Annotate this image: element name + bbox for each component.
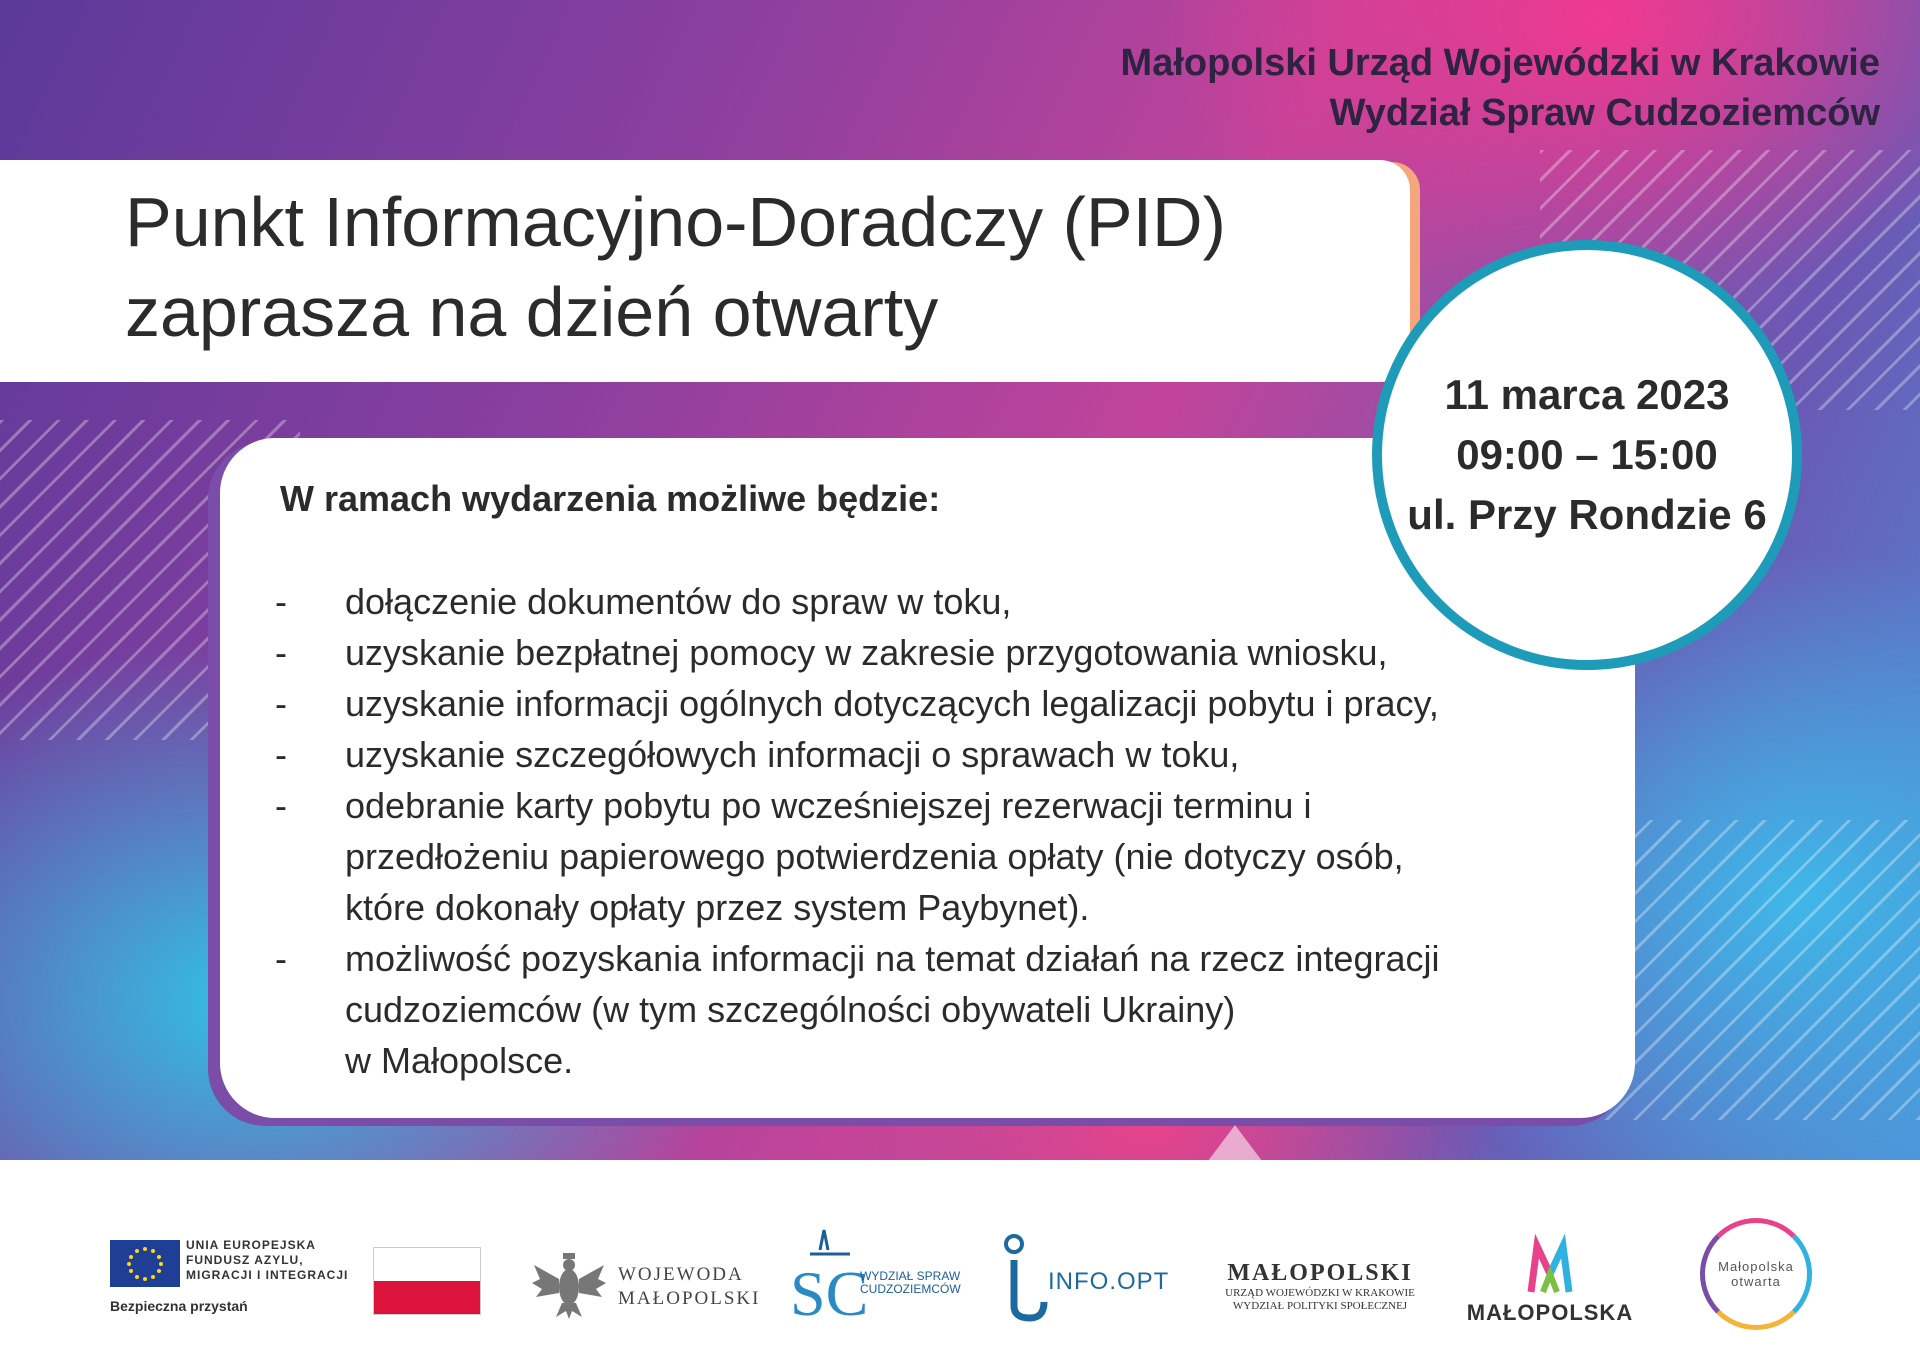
event-date: 11 marca 2023 (1444, 371, 1730, 418)
list-item-line: uzyskanie szczegółowych informacji o sprawach w toku, (345, 734, 1240, 775)
list-item (275, 780, 1605, 933)
info-opt-icon (1000, 1232, 1050, 1324)
info-opt-logo (1000, 1232, 1170, 1328)
sc-department-text (860, 1270, 961, 1296)
title-band (0, 160, 1410, 382)
page-title-line-2: zaprasza na dzień otwarty (125, 273, 939, 351)
sc-department-logo (790, 1220, 961, 1334)
wojewoda-logo (530, 1245, 761, 1327)
malopolska-logo (1465, 1238, 1635, 1348)
list-item-line: uzyskanie bezpłatnej pomocy w zakresie przygotowania wniosku, (345, 632, 1388, 673)
malopolska-otwarta-logo (1700, 1218, 1812, 1330)
eu-text-line-2: FUNDUSZ AZYLU, (186, 1253, 304, 1267)
page-title-line-1: Punkt Informacyjno-Doradczy (PID) (125, 183, 1226, 261)
list-bullet: - (275, 581, 287, 622)
list-item-line: przedłożeniu papierowego potwierdzenia opłaty (nie dotyczy osób, (345, 836, 1404, 877)
wojewoda-line-2: MAŁOPOLSKI (618, 1288, 761, 1309)
list-item-line: uzyskanie informacji ogólnych dotyczących legalizacji pobytu i pracy, (345, 683, 1439, 724)
list-item-line: w Małopolsce. (345, 1040, 574, 1081)
polish-flag-icon (373, 1247, 481, 1315)
eu-flag-icon (110, 1240, 180, 1287)
sc-line-2: CUDZOZIEMCÓW (860, 1282, 961, 1296)
malopolska-text: MAŁOPOLSKA (1466, 1300, 1634, 1325)
wojewoda-text (618, 1263, 760, 1311)
header-line-2: Wydział Spraw Cudzoziemców (1329, 92, 1880, 134)
muw-line-1: URZĄD WOJEWÓDZKI W KRAKOWIE (1225, 1287, 1415, 1299)
list-bullet: - (275, 683, 287, 724)
event-hours: 09:00 – 15:00 (1456, 431, 1718, 478)
list-item-line: dołączenie dokumentów do spraw w toku, (345, 581, 1012, 622)
malopolska-m-icon (1465, 1238, 1635, 1296)
otwarta-line-2: otwarta (1731, 1274, 1781, 1289)
eagle-emblem-icon (530, 1245, 608, 1323)
list-item (275, 729, 1605, 780)
eu-text-line-3: MIGRACJI I INTEGRACJI (186, 1268, 349, 1282)
svg-text:SC: SC (790, 1258, 869, 1329)
decorative-triangle (1205, 1125, 1265, 1165)
list-item (275, 627, 1605, 678)
list-bullet: - (275, 938, 287, 979)
list-item-line: które dokonały opłaty przez system Paybynet). (345, 887, 1090, 928)
list-item-line: cudzoziemców (w tym szczególności obywateli Ukrainy) (345, 989, 1236, 1030)
header-line-1: Małopolski Urząd Wojewódzki w Krakowie (1120, 42, 1880, 84)
event-details-circle (1372, 240, 1802, 670)
eu-fund-text (186, 1238, 348, 1283)
sc-line-1: WYDZIAŁ SPRAW (860, 1269, 961, 1283)
list-item-line: odebranie karty pobytu po wcześniejszej rezerwacji terminu i (345, 785, 1312, 826)
info-list (275, 576, 1605, 1086)
list-item-line: możliwość pozyskania informacji na temat działań na rzecz integracji (345, 938, 1440, 979)
list-bullet: - (275, 632, 287, 673)
list-item (275, 678, 1605, 729)
sc-monogram-icon (790, 1220, 869, 1330)
list-bullet: - (275, 785, 287, 826)
otwarta-line-1: Małopolska (1718, 1259, 1794, 1274)
list-item (275, 933, 1605, 1086)
otwarta-ring-icon (1700, 1218, 1812, 1330)
event-address: ul. Przy Rondzie 6 (1407, 491, 1767, 538)
header-organization (1121, 38, 1880, 138)
wojewoda-line-1: WOJEWODA (618, 1264, 744, 1285)
muw-line-2: WYDZIAŁ POLITYKI SPOŁECZNEJ (1232, 1300, 1408, 1312)
eu-fund-subtitle: Bezpieczna przystań (110, 1298, 248, 1314)
info-opt-text: INFO.OPT (1048, 1268, 1170, 1295)
list-item (275, 576, 1605, 627)
eu-text-line-1: UNIA EUROPEJSKA (186, 1238, 316, 1252)
muw-title: MAŁOPOLSKI (1227, 1260, 1413, 1286)
list-bullet: - (275, 734, 287, 775)
logo-bar (0, 1160, 1920, 1350)
muw-wps-logo (1220, 1260, 1420, 1313)
info-heading: W ramach wydarzenia możliwe będzie: (280, 478, 941, 519)
